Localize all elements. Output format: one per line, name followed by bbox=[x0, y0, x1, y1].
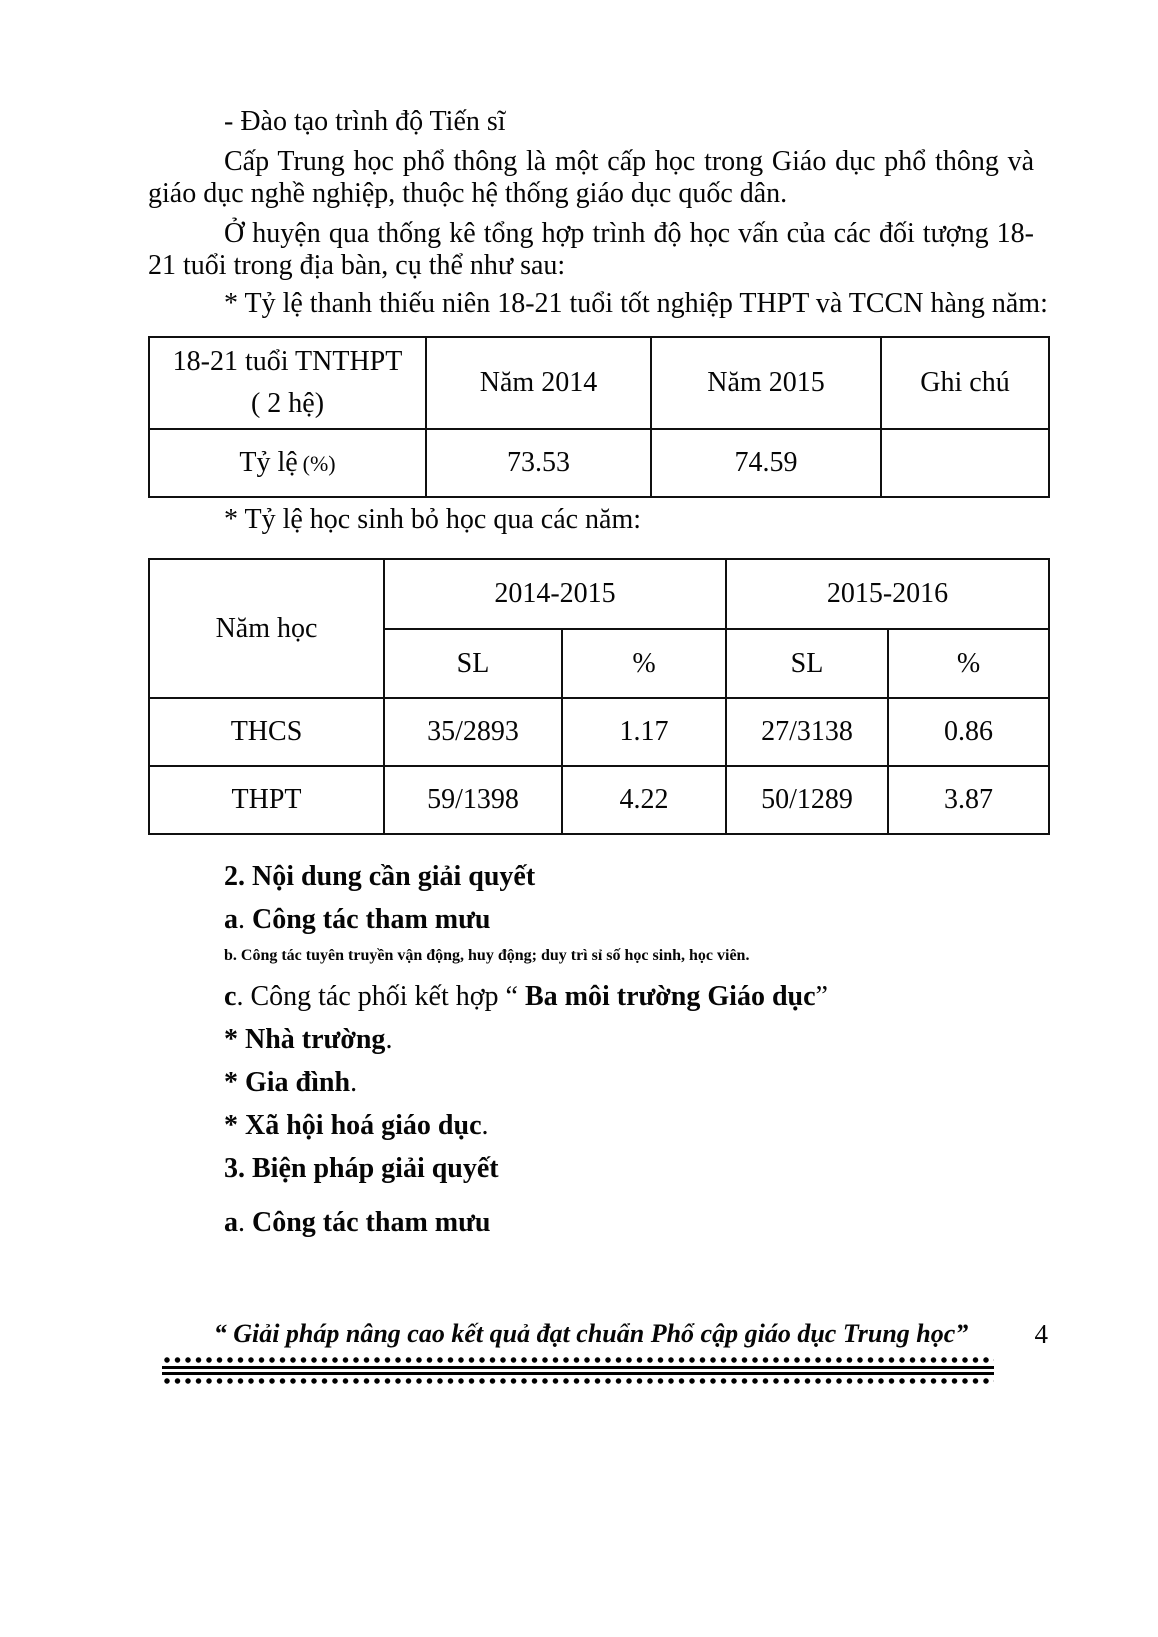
para-cap-trung-hoc: Cấp Trung học phổ thông là một cấp học trong Giáo dục phổ thông và giáo dục nghề nghiệp, thuộc hệ thống giáo dục quốc dân. bbox=[148, 146, 1034, 209]
section-c-text: . Công tác phối kết hợp “ bbox=[236, 981, 525, 1012]
table-header-row bbox=[149, 559, 1049, 629]
section-2-heading: 2. Nội dung cần giải quyết bbox=[224, 861, 536, 892]
section-c-quoted-title: Ba môi trường Giáo dục bbox=[524, 981, 816, 1012]
dao-tao-line: - Đào tạo trình độ Tiến sĩ bbox=[224, 106, 506, 137]
section-a-heading bbox=[148, 904, 1034, 936]
footer-quote: “ Giải pháp nâng cao kết quả đạt chuẩn Phổ cập giáo dục Trung học” bbox=[213, 1319, 969, 1348]
table1-cell-2015: 74.59 bbox=[651, 429, 881, 497]
section-a2-title: Công tác tham mưu bbox=[252, 1207, 491, 1238]
section-c-heading bbox=[148, 981, 1034, 1013]
table-row bbox=[149, 766, 1049, 834]
table2-header-2015-2016: 2015-2016 bbox=[726, 559, 1049, 629]
table2-subheader-pct-2: % bbox=[888, 629, 1049, 698]
section-a2-letter: a bbox=[224, 1207, 238, 1238]
bullet-xa-hoi-hoa-text: * Xã hội hoá giáo dục bbox=[224, 1110, 482, 1141]
table2-cell-thcs-pct-2015: 0.86 bbox=[888, 698, 1049, 766]
page-footer bbox=[148, 1317, 1048, 1351]
table1-label-text: Tỷ lệ bbox=[239, 447, 298, 478]
bullet-xa-hoi-hoa bbox=[148, 1110, 1034, 1142]
section-a-title: Công tác tham mưu bbox=[252, 904, 491, 935]
section-c-closing-quote: ” bbox=[815, 981, 828, 1012]
table2-header-2014-2015: 2014-2015 bbox=[384, 559, 726, 629]
section-c-letter: c bbox=[224, 981, 237, 1012]
table2-cell-thpt-pct-2015: 3.87 bbox=[888, 766, 1049, 834]
section-3-heading: 3. Biện pháp giải quyết bbox=[224, 1153, 499, 1184]
table1-cell-note bbox=[881, 429, 1049, 497]
table2-caption: * Tỷ lệ học sinh bỏ học qua các năm: bbox=[224, 504, 642, 535]
para-o-huyen: Ở huyện qua thống kê tổng hợp trình độ học vấn của các đối tượng 18-21 tuổi trong địa bàn, cụ thể như sau: bbox=[148, 218, 1034, 281]
footer-border-double-line bbox=[162, 1366, 994, 1375]
table2-subheader-sl-2: SL bbox=[726, 629, 888, 698]
table2-cell-thpt-pct-2014: 4.22 bbox=[562, 766, 726, 834]
table2-cell-thcs-sl-2015: 27/3138 bbox=[726, 698, 888, 766]
table-row bbox=[149, 429, 1049, 497]
table2-cell-thpt-label: THPT bbox=[149, 766, 384, 834]
bullet-nha-truong bbox=[148, 1024, 1034, 1056]
table2-header-nam-hoc: Năm học bbox=[149, 559, 384, 698]
table2-cell-thcs-sl-2014: 35/2893 bbox=[384, 698, 562, 766]
document-content bbox=[148, 106, 1048, 1386]
table1-label-unit: (%) bbox=[302, 451, 336, 476]
table1-header-2015: Năm 2015 bbox=[651, 337, 881, 429]
bullet-gia-dinh bbox=[148, 1067, 1034, 1099]
table2-cell-thcs-label: THCS bbox=[149, 698, 384, 766]
bullet-nha-truong-period: . bbox=[385, 1024, 393, 1055]
section-a-separator: . bbox=[238, 904, 252, 935]
table1-caption: * Tỷ lệ thanh thiếu niên 18-21 tuổi tốt nghiệp THPT và TCCN hàng năm: bbox=[224, 288, 1048, 319]
table1-header-group-line1: 18-21 tuổi TNTHPT bbox=[172, 346, 403, 377]
table2-subheader-pct-1: % bbox=[562, 629, 726, 698]
footer-border-dots-top bbox=[162, 1355, 994, 1365]
bullet-gia-dinh-period: . bbox=[350, 1067, 358, 1098]
table-row bbox=[149, 698, 1049, 766]
table2-cell-thpt-sl-2014: 59/1398 bbox=[384, 766, 562, 834]
table1-cell-label bbox=[149, 429, 426, 497]
footer-border-dots-bottom bbox=[162, 1376, 994, 1386]
section-b-heading: b. Công tác tuyên truyền vận động, huy động; duy trì sỉ số học sinh, học viên. bbox=[224, 947, 750, 964]
table1-header-group bbox=[149, 337, 426, 429]
table2-cell-thpt-sl-2015: 50/1289 bbox=[726, 766, 888, 834]
dropout-rate-table bbox=[148, 558, 1050, 835]
section-a2-separator: . bbox=[238, 1207, 252, 1238]
footer-decorative-border bbox=[162, 1355, 994, 1386]
table1-header-group-line2: ( 2 hệ) bbox=[250, 388, 325, 419]
table1-header-note: Ghi chú bbox=[881, 337, 1049, 429]
table2-subheader-sl-1: SL bbox=[384, 629, 562, 698]
bullet-xa-hoi-hoa-period: . bbox=[481, 1110, 489, 1141]
bullet-nha-truong-text: * Nhà trường bbox=[224, 1024, 386, 1055]
table2-cell-thcs-pct-2014: 1.17 bbox=[562, 698, 726, 766]
bullet-gia-dinh-text: * Gia đình bbox=[224, 1067, 351, 1098]
section-a2-heading bbox=[148, 1207, 1034, 1239]
section-a-letter: a bbox=[224, 904, 238, 935]
tnthpt-graduation-rate-table bbox=[148, 336, 1050, 498]
table-header-row bbox=[149, 337, 1049, 429]
table1-cell-2014: 73.53 bbox=[426, 429, 651, 497]
table1-header-2014: Năm 2014 bbox=[426, 337, 651, 429]
page-number: 4 bbox=[1034, 1319, 1048, 1349]
